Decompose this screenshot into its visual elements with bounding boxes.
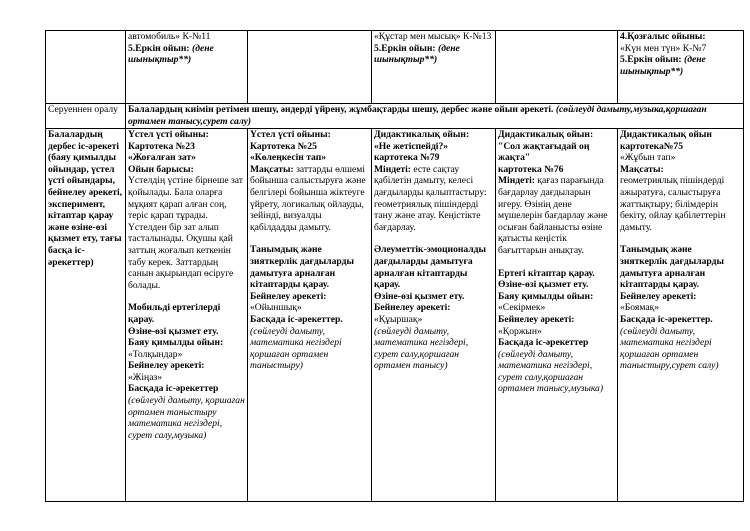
- cell-text: (дене шынықтыр**): [620, 54, 706, 77]
- cell-text: Мобильді ертегілерді қарау.: [128, 302, 221, 325]
- cell-text: Бейнелеу әрекеті:: [498, 313, 575, 325]
- cell-line: [128, 175, 245, 291]
- activity-cell-5: [496, 129, 618, 502]
- cell-text: Танымдық және зияткерлік дағдыларды дамытуға арналған кітаптарды қарау.: [250, 244, 354, 291]
- cell-text: 5.Еркін ойын:: [128, 42, 192, 54]
- cell-text: Міндеті:: [374, 163, 414, 175]
- cell-text: «Секірмек»: [498, 302, 546, 314]
- schedule-table: [45, 30, 744, 502]
- cell-line: [620, 141, 741, 153]
- activity-cell-2: [126, 129, 248, 502]
- cell-line: [374, 291, 493, 303]
- cell-line: [128, 349, 245, 361]
- cell-text: картотека №76: [498, 163, 564, 175]
- cell-line: [250, 326, 369, 372]
- cell-line: [498, 349, 615, 395]
- cell-line: [498, 257, 615, 268]
- cell-line: [128, 372, 245, 384]
- cell-line: [498, 302, 615, 314]
- cell-line: [620, 291, 741, 303]
- cell-text: Танымдық және зияткерлік дағдыларды дамытуға арналған кітаптарды қарау.: [620, 244, 724, 291]
- cell-line: [374, 314, 493, 326]
- table-row: [46, 31, 744, 104]
- cell-line: [128, 302, 245, 325]
- cell-line: [250, 141, 369, 153]
- cell-text: «Боямақ»: [620, 302, 660, 314]
- cell-text: «Ойыншық»: [250, 302, 302, 314]
- cell-line: [620, 302, 741, 314]
- row-label-return-walk: Серуеннен оралу: [46, 104, 126, 129]
- cell-text: автомобиль» К-№11: [128, 31, 211, 42]
- cell-text: Үстел үсті ойыны:: [250, 129, 331, 140]
- cell-line: [374, 43, 493, 66]
- cell-line: [250, 244, 369, 290]
- cell-text: заттарды өлшемі бойынша салыстыруға және белгілері бойынша жіктеуге үйрету, логикалық ойлауды, зейінді, визуалды қабілдадды дамыту.: [250, 163, 366, 233]
- activity-cell-3: [248, 129, 372, 502]
- row-label-independent-activity: Балалардың дербес іс-әрекеті (баяу қимылды ойындар, үстел үсті ойындары, бейнелеу әрекеті, эксперимент, кітаптар қарау және өзіне-өзі қызмет ету, тағы басқа іс-әрекеттер): [46, 129, 126, 502]
- cell-line: [498, 291, 615, 303]
- cell-line: [620, 129, 741, 141]
- cell-text: «Жұбын тап»: [620, 152, 676, 164]
- cell-line: [374, 302, 493, 314]
- cell-text: «Не жетіспейді?»: [374, 140, 449, 152]
- cell-text: Баяу қимылды ойын:: [498, 290, 594, 302]
- cell-text: «Құстар мен мысық» К-№13: [374, 31, 492, 42]
- cell-line: [620, 152, 741, 164]
- cell-line: [374, 31, 493, 43]
- cell-text: қағаз парағында бағдарлау дағдыларын игеру. Өзінің дене мүшелерін бағдарлау және осыған байланысты өзіне қатысты кеңістік бағыттарын анықтау.: [498, 175, 608, 256]
- cell-line: [250, 152, 369, 164]
- cell-line: [620, 31, 741, 43]
- cell-text: 5.Еркін ойын:: [620, 54, 684, 66]
- cell-text: 4.Қозғалыс ойыны:: [620, 31, 706, 42]
- cell-text: Мақсаты:: [250, 163, 297, 175]
- cell-line: [498, 164, 615, 176]
- cell-text: «Жіңаз»: [128, 371, 163, 383]
- cell-text: Әлеуметтік-эмоционалды дағдыларды дамытуға арналған кітаптарды қарау.: [374, 244, 487, 291]
- cell-line: [498, 326, 615, 338]
- cell-text: «Толқындар»: [128, 348, 183, 360]
- cell-line: [374, 244, 493, 290]
- cell-line: [128, 326, 245, 338]
- cell-line: [620, 314, 741, 326]
- cell-text: Басқада іс-әрекеттер.: [250, 313, 343, 325]
- cell-line: [128, 395, 245, 441]
- row1-cell-6: [618, 31, 744, 104]
- cell-text: Бейнелеу әрекеті:: [250, 290, 327, 302]
- cell-text: (дене шынықтыр**): [128, 42, 214, 66]
- cell-text: «Күн мен түн» К-№7: [620, 42, 707, 54]
- cell-text: Өзіне-өзі қызмет ету.: [128, 325, 219, 337]
- cell-text: Дидактикалық ойын:: [374, 129, 470, 140]
- cell-text: Үстелдің үстіне бірнеше зат қойылады. Бала оларға мұқият қарап алған соң, теріс қарап тұрады. Үстелден бір зат алып тасталынады. Оқушы қай заттың жоғалып кеткенін табу керек. Заттардың санын ақырындап өсіруге болады.: [128, 175, 243, 291]
- cell-line: [498, 129, 615, 141]
- cell-text: (сөйлеуді дамыту, математика негіздері, сурет салу,қоршаған ортамен танысу,музыка): [498, 348, 604, 395]
- cell-text: 5.Еркін ойын:: [374, 42, 438, 54]
- cell-text: есте сақтау қабілетін дамыту, келесі дағдыларды қалыптастыру: геометриялық пішіндерді тану және атау. Кеңістікте бағдарлау.: [374, 163, 487, 233]
- cell-line: [374, 141, 493, 153]
- cell-line: [620, 233, 741, 244]
- cell-text: картотека№75: [620, 140, 684, 152]
- cell-text: «Құыршақ»: [374, 313, 423, 325]
- cell-line: [128, 141, 245, 153]
- row1-cell-4: [372, 31, 496, 104]
- row1-cell-2: [126, 31, 248, 104]
- cell-text: Басқада іс-әрекеттер: [128, 383, 219, 395]
- activity-cell-6: [618, 129, 744, 502]
- cell-line: [128, 164, 245, 176]
- cell-text: Баяу қимылды ойын:: [128, 337, 224, 349]
- cell-line: [620, 175, 741, 233]
- cell-line: [498, 279, 615, 291]
- cell-text: Өзіне-өзі қызмет ету.: [498, 279, 589, 291]
- cell-text: Басқада іс-әрекеттер.: [620, 313, 713, 325]
- cell-line: [620, 164, 741, 176]
- cell-line: [498, 268, 615, 280]
- return-walk-tail: (сөйлеуді дамыту,музыка,қоршаған ортамен танысу,сурет салу): [128, 104, 707, 127]
- cell-text: Картотека №25: [250, 140, 317, 152]
- cell-text: (сөйлеуді дамыту, математика негіздері қоршаған ортамен таныстыру): [250, 325, 342, 372]
- cell-line: [374, 233, 493, 244]
- cell-line: [128, 152, 245, 164]
- cell-text: «Қоржын»: [498, 325, 542, 337]
- cell-text: (дене шынықтыр**): [374, 42, 460, 66]
- cell-text: (сөйлеуді дамыту, математика негіздері, сурет салу,қоршаған ортамен танысу): [374, 325, 469, 372]
- cell-line: [128, 43, 245, 66]
- cell-text: Картотека №23: [128, 140, 195, 152]
- cell-line: [128, 291, 245, 302]
- cell-line: [374, 152, 493, 164]
- cell-text: Міндеті:: [498, 175, 538, 187]
- cell-text: «Жоғалған зат»: [128, 152, 196, 164]
- cell-text: (сөйлеуді дамыту, математика негіздері қоршаған ортамен таныстыру,сурет салу): [620, 325, 719, 372]
- cell-text: Бейнелеу әрекеті:: [128, 360, 205, 372]
- cell-line: [250, 164, 369, 234]
- cell-text: Мақсаты:: [620, 163, 664, 175]
- cell-line: [128, 360, 245, 372]
- cell-line: [498, 141, 615, 164]
- cell-line: [250, 302, 369, 314]
- cell-line: [374, 164, 493, 234]
- cell-line: [250, 291, 369, 303]
- cell-text: Ойын барысы:: [128, 163, 194, 175]
- cell-line: [498, 337, 615, 349]
- cell-line: [250, 314, 369, 326]
- cell-line: [128, 129, 245, 141]
- cell-line: [620, 43, 741, 55]
- cell-text: геометриялық пішіндерді ажыратуға, салыстыруға жаттықтыру; білімдерін бекіту, ойлау қабілеттерін дамыту.: [620, 175, 726, 233]
- cell-line: [620, 54, 741, 77]
- cell-text: Дидактикалық ойын:: [498, 129, 594, 140]
- cell-line: [374, 326, 493, 372]
- cell-line: [250, 129, 369, 141]
- cell-text: «Көлеңкесін тап»: [250, 152, 327, 164]
- cell-line: [620, 244, 741, 290]
- return-walk-main: Балалардың киімін ретімен шешу, әндерді үйрену, жұмбақтарды шешу, дербес және ойын әрекеті.: [128, 104, 554, 115]
- cell-line: [128, 383, 245, 395]
- row1-cell-5: [496, 31, 618, 104]
- table-row: [46, 129, 744, 502]
- return-walk-text: [126, 104, 744, 129]
- cell-text: Ертегі кітаптар қарау.: [498, 267, 595, 279]
- cell-line: [128, 31, 245, 43]
- cell-line: [374, 129, 493, 141]
- cell-text: Дидактикалық ойын: [620, 129, 712, 140]
- cell-line: [250, 233, 369, 244]
- cell-text: Өзіне-өзі қызмет ету.: [374, 290, 465, 302]
- cell-text: картотека №79: [374, 152, 440, 164]
- cell-line: [498, 175, 615, 256]
- cell-text: Бейнелеу әрекеті:: [374, 302, 451, 314]
- cell-line: [620, 326, 741, 372]
- cell-text: "Сол жақтағыдай оң жақта": [498, 140, 590, 164]
- cell-line: [128, 337, 245, 349]
- cell-text: Басқада іс-әрекеттер: [498, 337, 589, 349]
- cell-text: (сөйлеуді дамыту, қоршаған ортамен таныстыру математика негіздері, сурет салу,музыка): [128, 395, 245, 441]
- cell-text: Бейнелеу әрекеті:: [620, 290, 697, 302]
- activity-cell-4: [372, 129, 496, 502]
- row1-label-cell: [46, 31, 126, 104]
- row1-cell-3: [248, 31, 372, 104]
- cell-line: [498, 314, 615, 326]
- table-row: [46, 104, 744, 129]
- cell-text: Үстел үсті ойыны:: [128, 129, 209, 140]
